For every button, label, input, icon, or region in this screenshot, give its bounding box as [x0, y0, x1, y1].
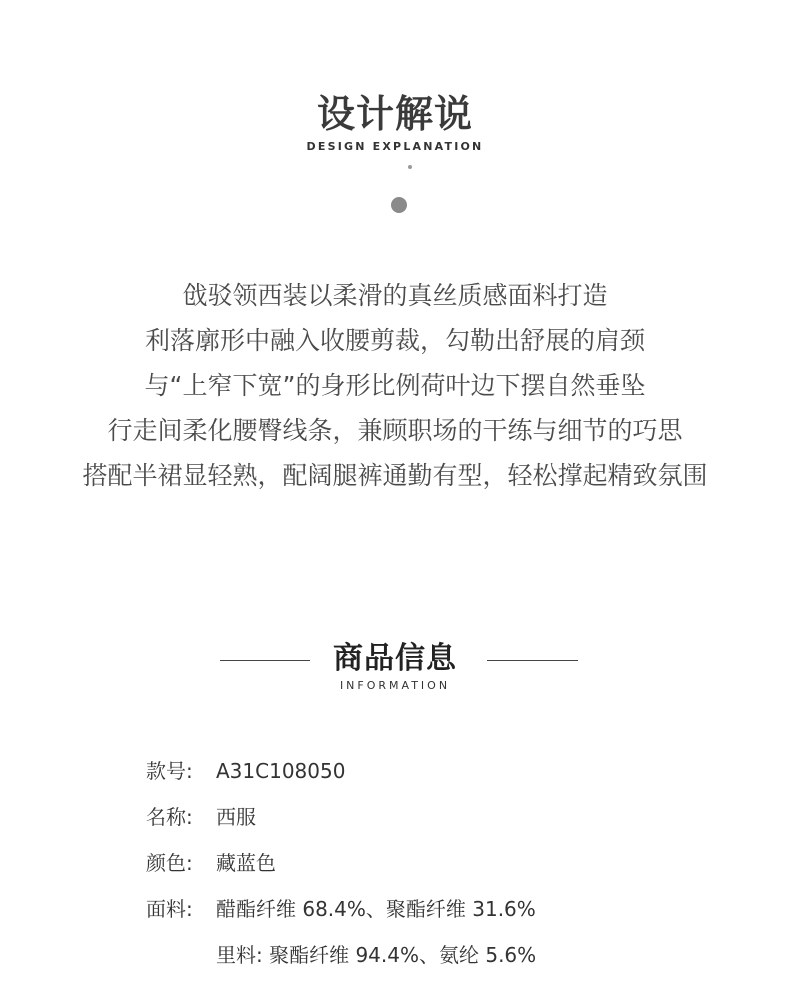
info-row-fabric	[146, 890, 536, 936]
design-subtitle: DESIGN EXPLANATION	[306, 140, 484, 153]
info-value: 西服	[216, 805, 256, 829]
small-dot-decoration	[408, 165, 412, 169]
description-line: 戗驳领西装以柔滑的真丝质感面料打造	[182, 281, 608, 310]
large-dot-decoration	[391, 197, 407, 213]
description-line: 与“上窄下宽”的身形比例荷叶边下摆自然垂坠	[144, 371, 646, 400]
description-line: 行走间柔化腰臀线条，兼顾职场的干练与细节的巧思	[107, 416, 683, 445]
info-value: 藏蓝色	[216, 851, 276, 875]
info-row-name	[146, 798, 536, 844]
info-label: 面料:	[146, 897, 193, 921]
product-info-title: 商品信息	[333, 641, 457, 676]
info-row-style-number	[146, 752, 536, 798]
info-row-lining	[146, 936, 536, 982]
info-value: 里料: 聚酯纤维 94.4%、氨纶 5.6%	[216, 943, 537, 967]
info-value: A31C108050	[216, 759, 346, 783]
description-line: 利落廓形中融入收腰剪裁，勾勒出舒展的肩颈	[144, 326, 645, 355]
design-title: 设计解说	[316, 92, 473, 136]
info-label: 款号:	[146, 759, 193, 783]
description-line: 搭配半裙显轻熟，配阔腿裤通勤有型，轻松撑起精致氛围	[82, 461, 708, 490]
info-value: 醋酯纤维 68.4%、聚酯纤维 31.6%	[216, 897, 536, 921]
product-info-subtitle: INFORMATION	[339, 679, 451, 692]
product-info-list	[146, 752, 536, 982]
info-label: 名称:	[146, 805, 193, 829]
info-label: 颜色:	[146, 851, 193, 875]
design-description	[0, 273, 790, 498]
info-row-color	[146, 844, 536, 890]
